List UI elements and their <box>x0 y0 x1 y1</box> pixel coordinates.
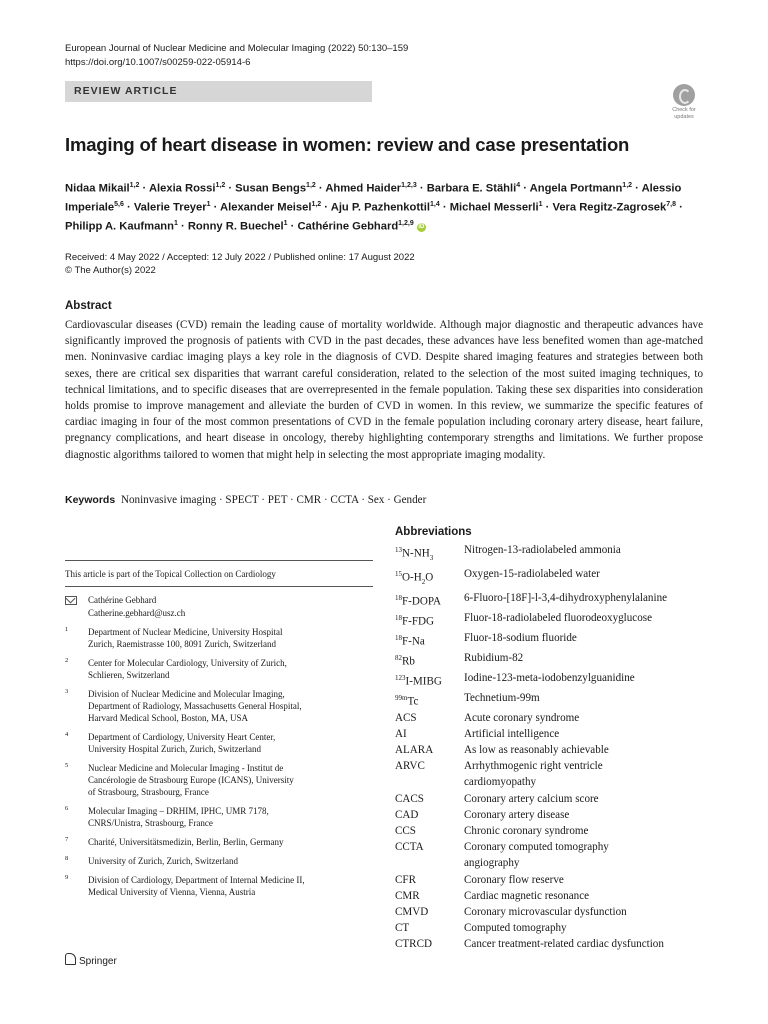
affiliation <box>65 836 373 848</box>
abbreviation-isotope: 18 <box>395 594 402 603</box>
affiliation <box>65 731 373 755</box>
abbreviation-row <box>395 920 715 936</box>
author-name: Valerie Treyer <box>133 201 207 214</box>
abbreviation-term <box>395 904 464 920</box>
affiliation <box>65 855 373 867</box>
abbreviation-row <box>395 742 715 758</box>
abbreviation-term <box>395 936 464 952</box>
author-affiliation-ref: 1 <box>173 220 178 228</box>
author-affiliation-ref: 5,6 <box>114 201 124 209</box>
abbreviation-row <box>395 566 715 590</box>
author-name: Alexia Rossi <box>148 182 216 195</box>
definition-line: Coronary microvascular dysfunction <box>464 906 627 918</box>
definition-line: 6-Fluoro-[18F]-l-3,4-dihydroxyphenylalanine <box>464 592 668 605</box>
abbreviation-row <box>395 936 715 952</box>
affiliation-number: 8 <box>65 855 69 862</box>
abbreviation-row <box>395 839 715 871</box>
affiliation-line: CNRS/Unistra, Strasbourg, France <box>88 818 213 828</box>
affiliation-line: Department of Nuclear Medicine, University Hospital <box>88 627 283 637</box>
author-name: Philipp A. Kaufmann <box>65 221 174 234</box>
affiliation-line: University of Zurich, Zurich, Switzerland <box>88 856 238 866</box>
author-affiliation-ref: 1,2,3 <box>401 182 417 189</box>
abbreviation-row <box>395 872 715 888</box>
author-name: Ahmed Haider <box>325 182 402 195</box>
author-affiliation-ref: 1 <box>538 201 543 209</box>
affiliation <box>65 874 373 898</box>
definition-line: Coronary artery disease <box>464 808 570 821</box>
divider <box>65 586 373 587</box>
orcid-icon: iD <box>418 223 425 230</box>
abbreviation-row <box>395 904 715 920</box>
journal-citation: European Journal of Nuclear Medicine and Molecular Imaging (2022) 50:130–159 <box>65 43 409 54</box>
abbreviation-term <box>395 888 464 904</box>
affiliation-number: 5 <box>65 762 69 769</box>
abbreviation-isotope: 18 <box>395 614 402 623</box>
author-name: Barbara E. Stähli <box>426 182 517 195</box>
affiliation <box>65 688 373 724</box>
abbreviation-term <box>395 726 464 742</box>
article-type: REVIEW ARTICLE <box>74 85 178 97</box>
definition-line: Arrhythmogenic right ventricle <box>464 760 603 773</box>
author-name: Nidaa Mikail <box>65 182 130 195</box>
footnote-column <box>65 560 373 898</box>
definition-line: Fluor-18-radiolabeled fluorodeoxyglucose <box>464 612 653 625</box>
abbreviation-term <box>395 590 464 610</box>
affiliation-line: Cancérologie de Strasbourg Europe (ICANS), University <box>88 775 294 785</box>
definition-line: Chronic coronary syndrome <box>464 824 589 837</box>
author-name: Michael Messerli <box>449 201 539 214</box>
abbreviation-row <box>395 758 715 790</box>
abbreviation-tail: O <box>425 571 434 584</box>
abbreviation-isotope: 123 <box>395 673 406 682</box>
affiliation-line: Department of Radiology, Massachusetts General Hospital, <box>88 701 302 711</box>
abbreviation-definition <box>464 791 715 807</box>
abbreviation-term <box>395 791 464 807</box>
affiliation-number: 6 <box>65 805 69 812</box>
definition-line: Cancer treatment-related cardiac dysfunction <box>464 938 664 951</box>
keywords <box>65 494 426 506</box>
abbreviation-base: I-MIBG <box>405 675 442 688</box>
definition-line: As low as reasonably achievable <box>464 743 609 756</box>
check-for-updates-badge[interactable] <box>664 84 704 124</box>
affiliation-number: 2 <box>65 657 69 664</box>
abbreviation-definition <box>464 888 715 904</box>
abbreviation-base: CT <box>395 922 410 935</box>
definition-line: Acute coronary syndrome <box>464 711 580 724</box>
abbreviation-row <box>395 823 715 839</box>
abbreviation-definition <box>464 670 715 690</box>
abbreviation-row <box>395 542 715 566</box>
affiliation-line: Harvard Medical School, Boston, MA, USA <box>88 713 248 723</box>
abbreviation-definition <box>464 807 715 823</box>
author-affiliation-ref: 1 <box>206 201 211 209</box>
author-affiliation-ref: 1,2 <box>622 182 633 189</box>
abbreviation-definition <box>464 872 715 888</box>
definition-line: angiography <box>464 857 520 870</box>
definition-line: Cardiac magnetic resonance <box>464 889 590 902</box>
abbreviation-base: CFR <box>395 873 416 886</box>
definition-line: Artificial intelligence <box>464 727 560 740</box>
abbreviation-subscript: 3 <box>429 553 434 562</box>
check-updates-line1: Check for <box>672 107 696 113</box>
abbreviation-term <box>395 542 464 566</box>
affiliation <box>65 805 373 829</box>
abbreviation-term <box>395 839 464 871</box>
check-updates-icon <box>673 84 695 106</box>
abbreviation-definition <box>464 610 715 630</box>
check-updates-line2: updates <box>674 114 694 120</box>
abbreviation-definition <box>464 742 715 758</box>
abbreviation-base: F-DOPA <box>402 595 442 608</box>
abbreviation-definition <box>464 839 715 871</box>
contact-name: Cathérine Gebhard <box>88 595 157 605</box>
affiliation-line: Charité, Universitätsmedizin, Berlin, Berlin, Germany <box>88 837 284 847</box>
abbreviation-row <box>395 888 715 904</box>
abbreviation-definition <box>464 904 715 920</box>
publication-dates <box>65 251 415 277</box>
affiliation-number: 9 <box>65 874 69 881</box>
definition-line: Iodine-123-meta-iodobenzylguanidine <box>464 671 635 684</box>
abbreviation-base: CACS <box>395 792 424 805</box>
abbreviation-definition <box>464 566 715 590</box>
abbreviation-base: F-FDG <box>402 615 435 628</box>
publisher-footer <box>65 953 117 967</box>
affiliation-line: Division of Nuclear Medicine and Molecular Imaging, <box>88 689 285 699</box>
abbreviation-base: CCS <box>395 824 416 837</box>
copyright-line: © The Author(s) 2022 <box>65 265 156 276</box>
envelope-icon <box>65 596 77 605</box>
definition-line: Rubidium-82 <box>464 651 524 664</box>
article-title: Imaging of heart disease in women: review and case presentation <box>65 134 630 155</box>
abbreviation-row <box>395 726 715 742</box>
springer-logo-icon <box>65 953 76 965</box>
abbreviation-term <box>395 670 464 690</box>
affiliation-line: of Strasbourg, Strasbourg, France <box>88 787 209 797</box>
abstract-text: Cardiovascular diseases (CVD) remain the leading cause of mortality worldwide. Although major diagnostic and therapeutic advances have significantly improved the prognosis of patients with CVD in the past decades, these advances have less benefited women than age-matched men. Noninvasive cardiac imaging plays a key role in the diagnosis of CVD. Despite shared imaging features and strategies between both sexes, there are critical sex disparities that warrant careful consideration, related to the selection of the most suited imaging techniques, to technical limitations, and to specific diseases that are overrepresented in the female population. Taking these sex disparities into consideration holds promise to improve management and alleviate the burden of CVD in women. In this review, we summarize the specific features of cardiac imaging in four of the most common presentations of CVD in the female population including coronary artery disease, heart failure, pregnancy complications, and heart disease in oncology, thereby highlighting contemporary strengths and limitations. We further propose diagnostic algorithms tailored to women that might help in selecting the most appropriate imaging modality. <box>65 319 703 461</box>
abbreviation-base: CMVD <box>395 906 429 918</box>
abbreviation-row <box>395 791 715 807</box>
author-name: Susan Bengs <box>235 182 307 195</box>
affiliation-number: 4 <box>65 731 69 738</box>
abbreviation-definition <box>464 823 715 839</box>
affiliation-line: Molecular Imaging – DRHIM, IPHC, UMR 7178, <box>88 806 269 816</box>
author-name: Alessio Imperiale <box>65 182 682 214</box>
keywords-label: Keywords <box>65 494 116 506</box>
abbreviation-row <box>395 630 715 650</box>
definition-line: Nitrogen-13-radiolabeled ammonia <box>464 544 621 556</box>
affiliation-line: Zurich, Raemistrasse 100, 8091 Zurich, Switzerland <box>88 639 276 649</box>
abbreviation-base: N-NH <box>402 547 430 560</box>
abbreviation-term <box>395 807 464 823</box>
divider <box>65 560 373 561</box>
doi-link[interactable]: https://doi.org/10.1007/s00259-022-05914-6 <box>65 57 251 68</box>
author-affiliation-ref: 1,2,9 <box>398 220 414 228</box>
abbreviation-term <box>395 758 464 790</box>
definition-line: Oxygen-15-radiolabeled water <box>464 568 600 581</box>
author-affiliation-ref: 4 <box>516 182 521 189</box>
author-affiliation-ref: 1,2 <box>129 182 140 189</box>
definition-line: Coronary computed tomography <box>464 841 609 854</box>
abbreviation-term <box>395 742 464 758</box>
abbreviation-row <box>395 807 715 823</box>
abbreviation-isotope: 15 <box>395 570 402 579</box>
abbreviations-heading: Abbreviations <box>395 526 472 538</box>
abbreviation-term <box>395 920 464 936</box>
abbreviation-base: F-Na <box>402 635 425 648</box>
affiliation-line: Medical University of Vienna, Vienna, Austria <box>88 887 256 897</box>
abbreviation-definition <box>464 650 715 670</box>
author-name: Cathérine Gebhard <box>297 221 399 234</box>
contact-email[interactable]: Catherine.gebhard@usz.ch <box>88 607 186 618</box>
abbreviation-term <box>395 566 464 590</box>
abbreviation-definition <box>464 630 715 650</box>
affiliation-line: University Hospital Zurich, Zurich, Switzerland <box>88 744 261 754</box>
abbreviation-row <box>395 610 715 630</box>
abbreviation-base: O-H <box>402 571 422 584</box>
definition-line: Fluor-18-sodium fluoride <box>464 632 577 644</box>
abbreviation-term <box>395 823 464 839</box>
abbreviation-base: CAD <box>395 808 419 821</box>
abstract-heading: Abstract <box>65 300 112 312</box>
affiliation-number: 3 <box>65 688 69 695</box>
publisher-name: Springer <box>79 956 117 967</box>
abbreviation-base: CCTA <box>395 841 424 854</box>
abbreviation-isotope: 82 <box>395 653 402 662</box>
abbreviation-base: AI <box>395 727 407 740</box>
affiliation-number: 1 <box>65 626 69 633</box>
definition-line: Technetium-99m <box>464 691 540 704</box>
abbreviation-base: ARVC <box>395 760 425 773</box>
abbreviation-definition <box>464 758 715 790</box>
affiliation-list <box>65 626 373 898</box>
abbreviation-row <box>395 650 715 670</box>
affiliation-line: Department of Cardiology, University Heart Center, <box>88 732 276 742</box>
topical-collection-note: This article is part of the Topical Collection on Cardiology <box>65 569 276 579</box>
author-name: Aju P. Pazhenkottil <box>330 201 430 214</box>
abbreviation-definition <box>464 590 715 610</box>
journal-header <box>65 42 408 70</box>
abbreviations-list <box>395 542 715 953</box>
affiliation-line: Division of Cardiology, Department of Internal Medicine II, <box>88 875 305 885</box>
keywords-text: Noninvasive imaging · SPECT · PET · CMR · CCTA · Sex · Gender <box>120 494 427 506</box>
author-affiliation-ref: 7,8 <box>666 201 676 209</box>
abbreviation-term <box>395 872 464 888</box>
author-affiliation-ref: 1,2 <box>215 182 226 189</box>
affiliation-line: Nuclear Medicine and Molecular Imaging - Institut de <box>88 763 284 773</box>
affiliation-number: 7 <box>65 836 69 843</box>
abbreviation-base: Rb <box>402 655 415 668</box>
affiliation <box>65 626 373 650</box>
abbreviation-definition <box>464 936 715 952</box>
affiliation <box>65 762 373 798</box>
abbreviation-definition <box>464 690 715 710</box>
author-affiliation-ref: 1,4 <box>430 201 440 209</box>
abbreviation-term <box>395 610 464 630</box>
dates-line: Received: 4 May 2022 / Accepted: 12 July 2022 / Published online: 17 August 2022 <box>65 252 415 263</box>
affiliation-line: Center for Molecular Cardiology, University of Zurich, <box>88 658 287 668</box>
affiliation <box>65 657 373 681</box>
abbreviation-row <box>395 670 715 690</box>
abbreviation-term <box>395 710 464 726</box>
abbreviation-definition <box>464 726 715 742</box>
abbreviation-isotope: 13 <box>395 546 402 554</box>
abbreviation-row <box>395 710 715 726</box>
definition-line: cardiomyopathy <box>464 776 537 789</box>
abbreviation-base: ALARA <box>395 743 434 756</box>
definition-line: Coronary flow reserve <box>464 873 564 886</box>
abbreviation-definition <box>464 542 715 566</box>
author-name: Vera Regitz-Zagrosek <box>552 201 667 214</box>
author-name: Ronny R. Buechel <box>187 221 284 234</box>
author-list: Nidaa Mikail$^{1,2}$ · Alexia Rossi$^{1,2}$ · Susan Bengs$^{1,2}$ · Ahmed Haider$^{1,2,3}$ · Barbara E. Stähli$^4$ · Angela Portmann$^{1,2}$ · Alessio Imperiale$^{5,6}$ · Valerie Treyer$^1$ · Alexander Meisel$^{1,2}$ · Aju P. Pazhenkottil$^{1,4}$ · Michael Messerli$^1$ · Vera Regitz-Zagrosek$^{7,8}$ · Philipp A. Kaufmann$^1$ · Ronny R. Buechel$^1$ · Cathérine Gebhard$^{1,2,9}$ iD <box>65 182 683 234</box>
author-name: Angela Portmann <box>529 182 623 195</box>
author-name: Alexander Meisel <box>220 201 312 214</box>
abbreviation-definition <box>464 920 715 936</box>
definition-line: Coronary artery calcium score <box>464 792 599 805</box>
author-affiliation-ref: 1,2 <box>306 182 316 189</box>
author-affiliation-ref: 1,2 <box>311 201 322 209</box>
corresponding-author <box>65 594 373 619</box>
abbreviation-term <box>395 630 464 650</box>
abbreviation-row <box>395 590 715 610</box>
abbreviation-definition <box>464 710 715 726</box>
abbreviation-base: ACS <box>395 711 417 724</box>
author-affiliation-ref: 1 <box>283 220 288 228</box>
abbreviation-row <box>395 690 715 710</box>
abbreviation-isotope: 99m <box>395 693 408 702</box>
abbreviation-isotope: 18 <box>395 634 402 642</box>
abbreviation-term <box>395 650 464 670</box>
abbreviation-subscript: 2 <box>421 578 426 587</box>
abbreviation-base: CMR <box>395 889 420 902</box>
abbreviation-term <box>395 690 464 710</box>
definition-line: Computed tomography <box>464 922 567 935</box>
article-type-banner <box>65 81 372 102</box>
affiliation-line: Schlieren, Switzerland <box>88 670 170 680</box>
abbreviation-base: Tc <box>407 695 419 708</box>
abbreviation-base: CTRCD <box>395 938 432 951</box>
